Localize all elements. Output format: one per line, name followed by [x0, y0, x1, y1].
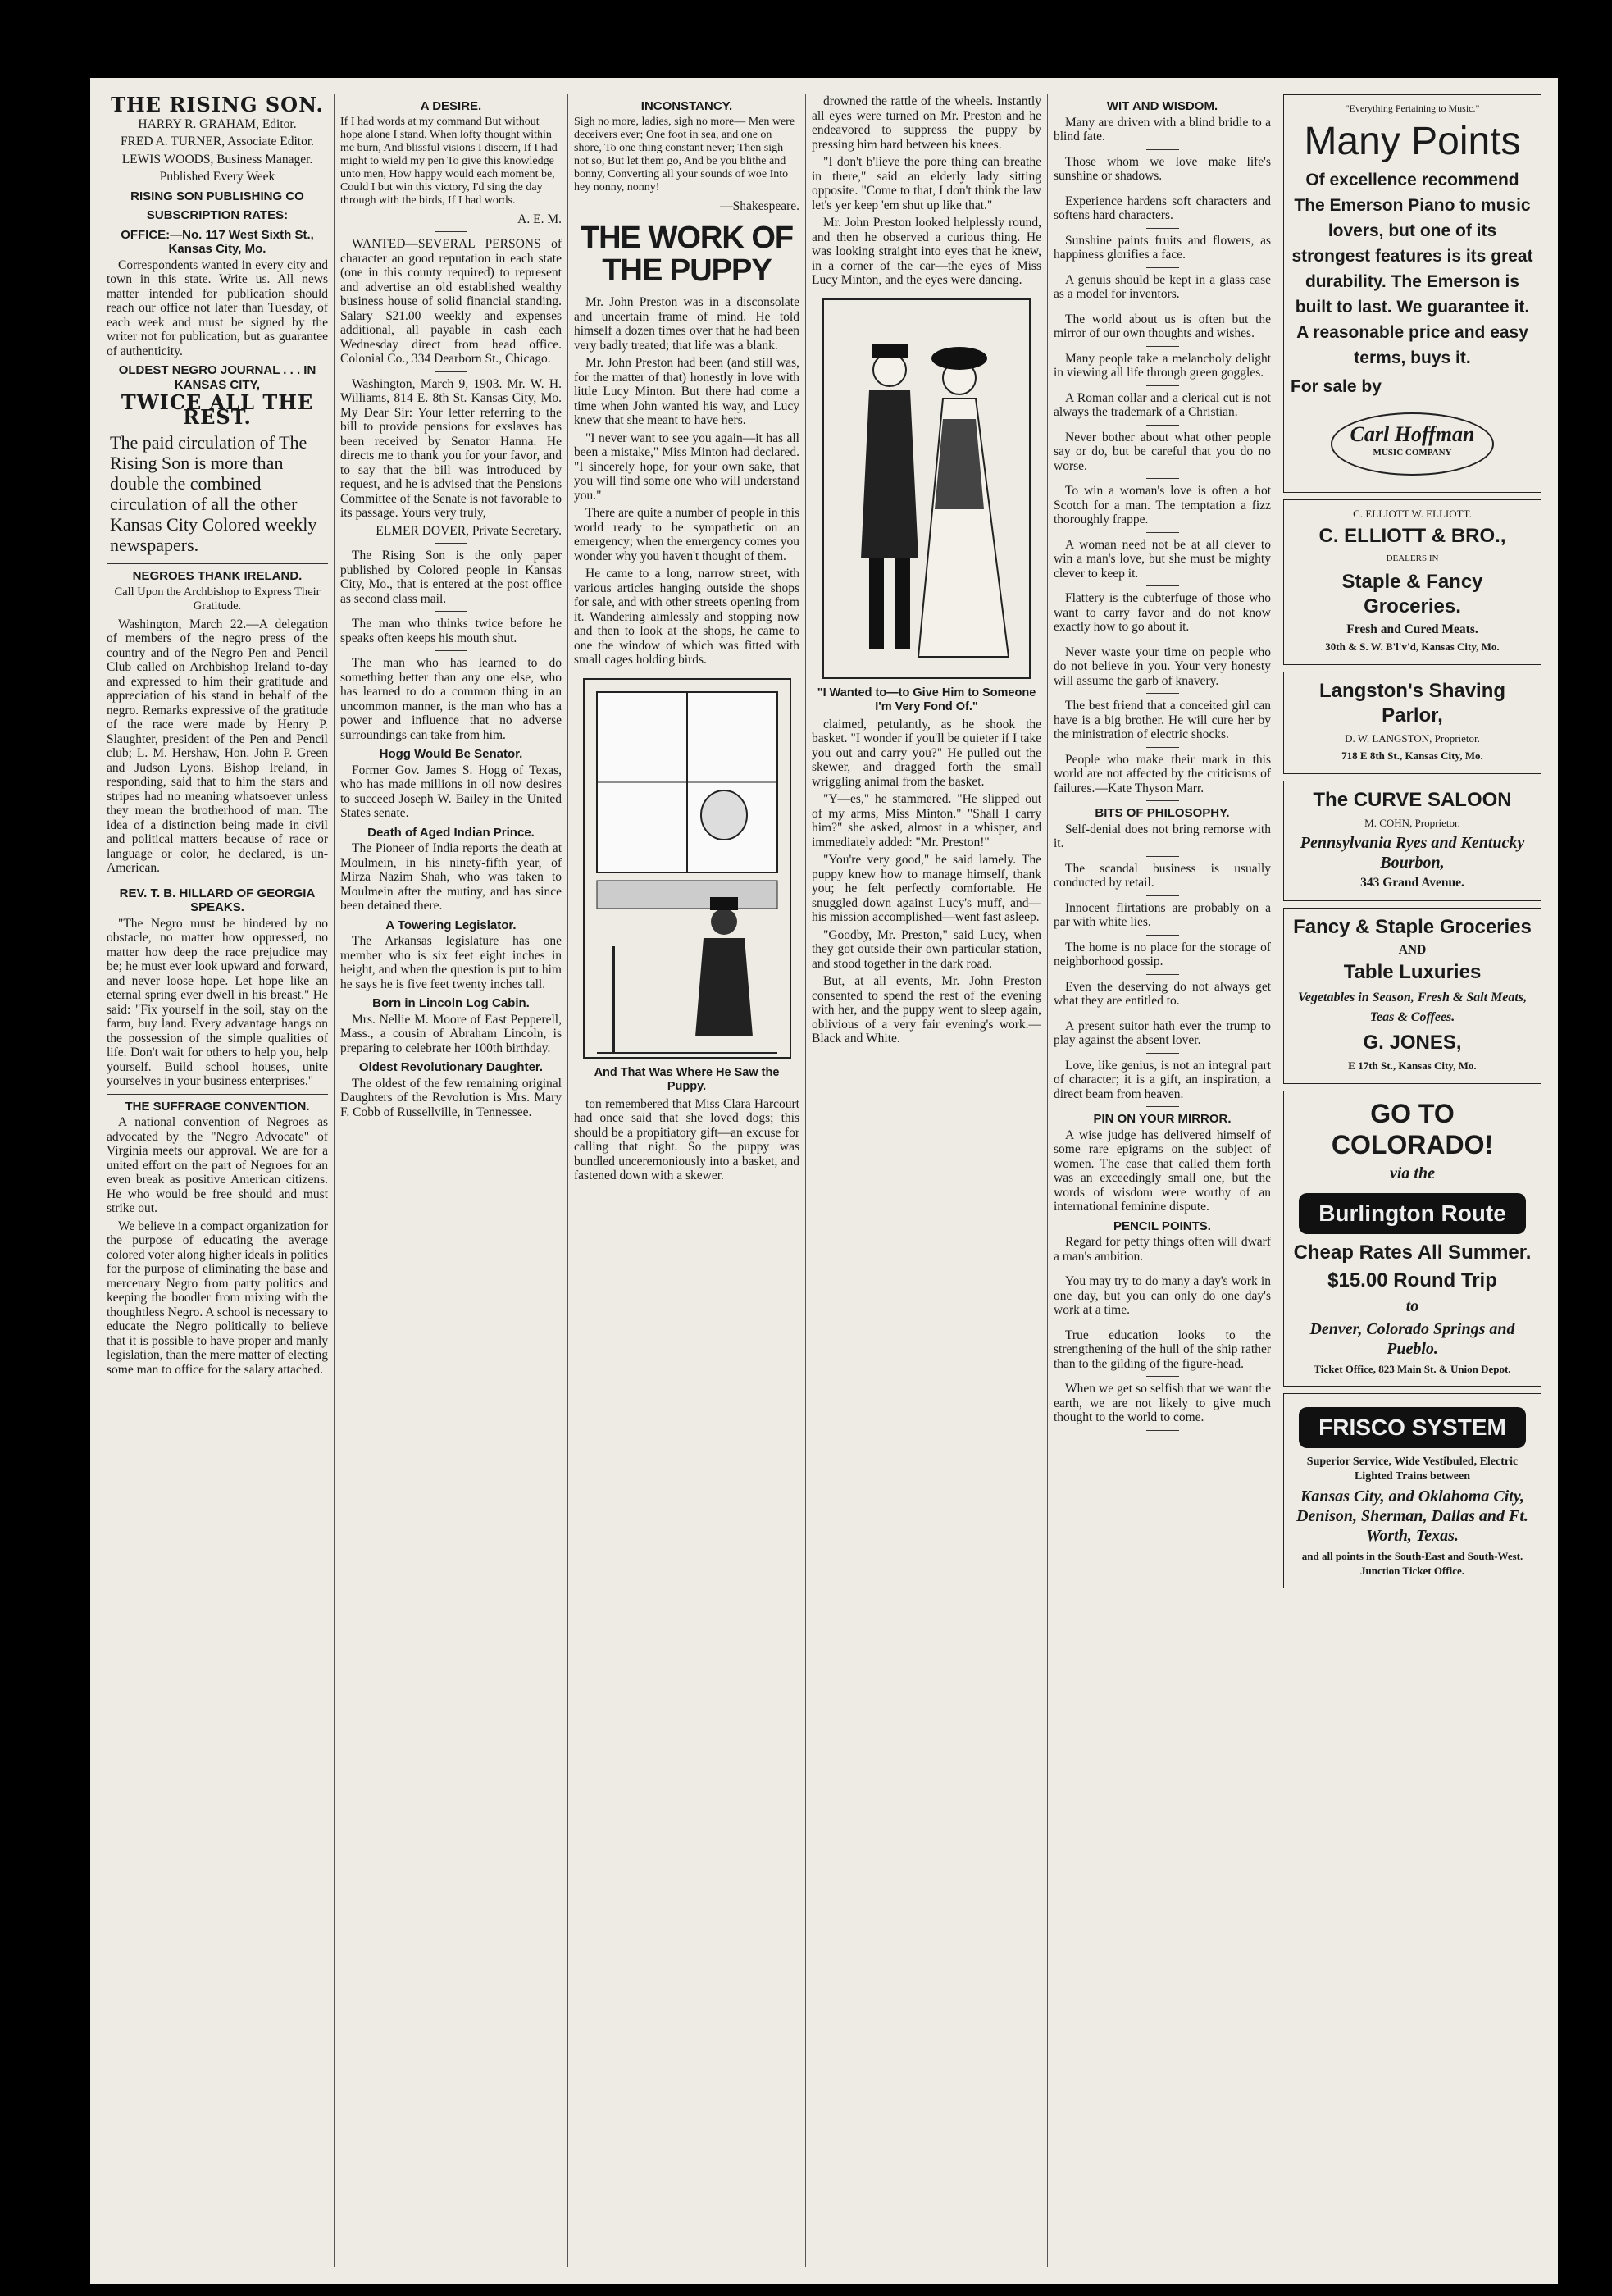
- shop-window-illustration: [581, 676, 794, 1061]
- publication-frequency: Published Every Week: [159, 170, 275, 184]
- ad-address: 343 Grand Avenue.: [1360, 876, 1464, 890]
- article-heading: REV. T. B. HILLARD OF GEORGIA SPEAKS.: [119, 886, 316, 914]
- hoffman-logo: [1331, 412, 1495, 476]
- aphorism-item: A present suitor hath ever the trump to play against the absent lover.: [1054, 1018, 1271, 1047]
- frisco-badge: FRISCO SYSTEM: [1299, 1407, 1526, 1448]
- aphorism-item: Love, like genius, is not an integral part of character; it is a gift, an inspiration, a direct beam from heaven.: [1054, 1058, 1271, 1101]
- article-body: We believe in a compact organization for the purpose of educating the average colored voter along higher ideals in politics for the purpose of eliminating the base and mercenary Negro from party politics and keeping the boodler from mixing with the thoughtless Negro. A school is necessary to educate the Negro politically to believe that it is possible to have proper and manly legislation, than the mere matter of electing some man to office for the salary attached.: [107, 1219, 328, 1377]
- section-heading: PIN ON YOUR MIRROR.: [1093, 1112, 1232, 1126]
- aphorism-item: A Roman collar and a clerical cut is not always the trademark of a Christian.: [1054, 390, 1271, 419]
- aphorism-item: Never bother about what other people say or do, but be careful that you do no worse.: [1054, 430, 1271, 473]
- ad-to: to: [1405, 1296, 1419, 1315]
- article-subheading: Call Upon the Archbishop to Express Their Gratitude.: [114, 585, 321, 613]
- article-heading: Death of Aged Indian Prince.: [367, 825, 535, 840]
- ad-proprietor: M. COHN, Proprietor.: [1364, 816, 1460, 829]
- poem-signature: A. E. M.: [517, 212, 562, 226]
- aphorism-item: A woman need not be at all clever to win a man's love, but she must be mighty clever to keep it.: [1054, 537, 1271, 581]
- article-body: The man who has learned to do something better than any one else, who has learned to do a common thing in an uncommon manner, is the man who has a power and influence that no adverse surroundings can take from him.: [340, 656, 562, 742]
- story-paragraph: Mr. John Preston was in a disconsolate and uncertain frame of mind. He told himself a dozen times over that he had been very badly treated; that life was a blank.: [574, 295, 799, 353]
- logo-sub: MUSIC COMPANY: [1373, 448, 1452, 458]
- burlington-route-ad: [1283, 1091, 1541, 1387]
- article-body: The oldest of the few remaining original Daughters of the Revolution is Mrs. Mary F. Cobb of Russellville, in Tennessee.: [340, 1076, 562, 1119]
- ad-address: 30th & S. W. B'l'v'd, Kansas City, Mo.: [1325, 640, 1500, 653]
- ad-title: Fancy & Staple Groceries: [1293, 915, 1532, 938]
- article-body: The Rising Son is the only paper published by Colored people in Kansas City, Mo., that is entered at the post office as second class mail.: [340, 549, 562, 606]
- ad-line: Pennsylvania Ryes and Kentucky Bourbon,: [1300, 834, 1525, 872]
- ad-destinations: Denver, Colorado Springs and Pueblo.: [1309, 1319, 1515, 1358]
- publisher-name: RISING SON PUBLISHING CO: [130, 189, 304, 203]
- couple-illustration: [820, 296, 1033, 681]
- letter-signature: ELMER DOVER, Private Secretary.: [376, 523, 562, 538]
- correspondents-notice: Correspondents wanted in every city and town in this state. Write us. All news matter intended for publication should reach our office not later than Tuesday, of each week and must be signed by the writer not for publication, but as guarantee of authenticity.: [107, 257, 328, 358]
- aphorism-item: A genuis should be kept in a glass case as a model for inventors.: [1054, 272, 1271, 301]
- ad-address: 718 E 8th St., Kansas City, Mo.: [1341, 749, 1483, 762]
- article-body: Mrs. Nellie M. Moore of East Pepperell, Mass., a cousin of Abraham Lincoln, is preparing to celebrate her 100th birthday.: [340, 1012, 562, 1055]
- office-address: OFFICE:—No. 117 West Sixth St., Kansas City, Mo.: [121, 227, 314, 256]
- ad-and: AND: [1398, 942, 1427, 957]
- wit-list: [1054, 116, 1271, 802]
- curve-saloon-ad: [1283, 781, 1541, 901]
- ad-title: Many Points: [1304, 119, 1521, 163]
- aphorism-item: Even the deserving do not always get what they are entitled to.: [1054, 979, 1271, 1008]
- ad-name: G. JONES,: [1363, 1032, 1462, 1054]
- aphorism-item: Experience hardens soft characters and softens hard characters.: [1054, 194, 1271, 222]
- poem-title: INCONSTANCY.: [640, 99, 733, 113]
- column-4: [812, 94, 1041, 2267]
- aphorism-item: The world about us is often but the mirror of our own thoughts and wishes.: [1054, 312, 1271, 340]
- ad-proprietor: D. W. LANGSTON, Proprietor.: [1345, 731, 1480, 745]
- story-paragraph: He came to a long, narrow street, with various articles hanging outside the shops for sale, and with other streets opening from it. Wandering aimlessly and stopping now and then to look at the shops, he came to one the window of which was fitted with small cages holding birds.: [574, 567, 799, 667]
- column-rule: [567, 94, 568, 2267]
- article-heading: Born in Lincoln Log Cabin.: [372, 996, 530, 1010]
- aphorism-item: True education looks to the strengthening of the hull of the ship rather than to the gilding of the figure-head.: [1054, 1328, 1271, 1371]
- section-heading: BITS OF PHILOSOPHY.: [1095, 806, 1230, 820]
- subscription-heading: SUBSCRIPTION RATES:: [146, 208, 289, 222]
- ad-address: E 17th St., Kansas City, Mo.: [1348, 1059, 1477, 1072]
- story-paragraph: claimed, petulantly, as he shook the basket. "I wonder if you'll be quieter if I take you out and carry you?" He pulled out the skewer, and dragged forth the small wriggling animal from the basket.: [812, 717, 1041, 789]
- newspaper-page: [90, 78, 1558, 2284]
- story-paragraph: "I never want to see you again—it has all been a mistake," Miss Minton had declared. "I sincerely hope, for your own sake, that you will find some one who will understand you.": [574, 430, 799, 503]
- article-body: A national convention of Negroes as advocated by the "Negro Advocate" of Virginia meets our approval. We are for a united effort on the part of Negroes for an even break as positive American citizens. He who would be free should and must strike out.: [107, 1115, 328, 1215]
- editor-line: HARRY R. GRAHAM, Editor.: [138, 116, 297, 131]
- article-body: A wise judge has delivered himself of some rare epigrams on the subject of women. The case that called them forth was an exceedingly small one, but the words of wisdom were worthy of an international feminine dispute.: [1054, 1128, 1271, 1214]
- article-heading: Oldest Revolutionary Daughter.: [358, 1060, 544, 1074]
- story-paragraph: drowned the rattle of the wheels. Instantly all eyes were turned on Mr. Preston and he endeavored to suppress the puppy by pressing him hard between his knees.: [812, 94, 1041, 152]
- frisco-system-ad: [1283, 1393, 1541, 1588]
- story-paragraph: "Goodby, Mr. Preston," said Lucy, when they got outside their own particular station, and stood together in the dark road.: [812, 927, 1041, 971]
- aphorism-item: The scandal business is usually conducted by retail.: [1054, 861, 1271, 890]
- ad-title: C. ELLIOTT & BRO.,: [1318, 525, 1506, 547]
- ad-luxuries: Table Luxuries: [1343, 961, 1482, 983]
- article-body: "The Negro must be hindered by no obstacle, no matter how oppressed, no matter how deep the race prejudice may be; he must ever look upward and forward, and never loose hope. Let hope like an eternal spring ever dwell in his breast." He said: "Fix yourself in the soil, stay on the farm, buy land. Every advantage hangs on the possession of the simple qualities of life. Don't wait for others to help you, help yourself. Build school houses, unite yourselves in your business enterprises.": [107, 916, 328, 1088]
- philosophy-list: [1054, 822, 1271, 1108]
- aphorism-item: Flattery is the cubterfuge of those who want to carry favor and do not know exactly how to go about it.: [1054, 591, 1271, 634]
- pencil-points-list: [1054, 1235, 1271, 1431]
- aphorism-item: Innocent flirtations are probably on a par with white lies.: [1054, 900, 1271, 929]
- aphorism-item: When we get so selfish that we want the earth, we are not likely to give much thought to the world to come.: [1054, 1382, 1271, 1424]
- story-paragraph: There are quite a number of people in this world ready to be sympathetic on an emergency; when the emergency comes you wonder why you haven't thought of them.: [574, 506, 799, 563]
- ad-footer: and all points in the South-East and South-West. Junction Ticket Office.: [1301, 1550, 1523, 1577]
- column-rule: [334, 94, 335, 2267]
- column-5: [1054, 94, 1271, 2267]
- aphorism-item: Many people take a melancholy delight in viewing all life through green goggles.: [1054, 351, 1271, 380]
- article-body: The Arkansas legislature has one member who is six feet eight inches in height, and when the question is put to him he says he is five feet twenty inches tall.: [340, 934, 562, 991]
- senate-letter: Washington, March 9, 1903. Mr. W. H. Williams, 814 E. 8th St. Kansas City, Mo. My Dear Sir: Your letter referring to the bill to provide pensions for exslaves has been received by Senator Hanna. He directs me to thank you for your favor, and to say that the bill was introduced by request, and he is advised that the Pensions Committee of the Senate is not favorable to its passage. Yours very truly,: [340, 376, 562, 520]
- story-paragraph: ton remembered that Miss Clara Harcourt had once said that she loved dogs; this should be a propitiatory gift—an excuse for calling that night. So the puppy was bundled unceremoniously into a basket, and fastened down with a skewer.: [574, 1096, 799, 1182]
- ad-title: Langston's Shaving Parlor,: [1318, 679, 1506, 727]
- story-title: THE WORK OF THE PUPPY: [580, 221, 794, 288]
- circulation-claim: The paid circulation of The Rising Son is more than double the combined circulation of all the other Kansas City Colored weekly newspapers.: [110, 432, 317, 555]
- column-rule: [805, 94, 806, 2267]
- column-1: [107, 94, 328, 2267]
- emerson-piano-ad: [1283, 94, 1541, 493]
- ad-meats: Fresh and Cured Meats.: [1346, 622, 1478, 636]
- ad-ticket-office: Ticket Office, 823 Main St. & Union Depot.: [1314, 1362, 1511, 1375]
- ad-names: C. ELLIOTT W. ELLIOTT.: [1353, 507, 1472, 520]
- twice-all-the-rest: TWICE ALL THE REST.: [121, 390, 314, 429]
- ad-line: Staple & Fancy Groceries.: [1341, 570, 1483, 617]
- wanted-ad: WANTED—SEVERAL PERSONS of character an good reputation in each state (one in this county required) to represent and advertise an old established wealthy business house of solid financial standing. Salary $21.00 weekly and expenses additional, all payable in cash each Wednesday direct from head office. Colonial Co., 334 Dearborn St., Chicago.: [340, 237, 562, 366]
- ad-items: Vegetables in Season, Fresh & Salt Meats, Teas & Coffees.: [1297, 991, 1528, 1024]
- ad-title: The CURVE SALOON: [1313, 788, 1512, 811]
- associate-editor-line: FRED A. TURNER, Associate Editor.: [120, 134, 315, 148]
- ad-via: via the: [1390, 1164, 1435, 1182]
- story-paragraph: Mr. John Preston looked helplessly round, and then he observed a curious thing. He was looking straight into eyes that he knew, in a corner of the car—the eyes of Miss Lucy Minton, and the eyes were dancing.: [812, 216, 1041, 287]
- story-paragraph: "Y—es," he stammered. "He slipped out of my arms, Miss Minton." "Shall I carry him?" she asked, almost in a whisper, and immediately added: "Mr. Preston!": [812, 792, 1041, 850]
- article-body: The man who thinks twice before he speaks often keeps his mouth shut.: [340, 617, 562, 645]
- poem-signature: —Shakespeare.: [720, 198, 799, 213]
- story-paragraph: Mr. John Preston had been (and still was, for the matter of that) honestly in love with little Lucy Minton. But there had come a time when John wanted his way, and Lucy knew that she meant to have hers.: [574, 356, 799, 427]
- ad-fare: $15.00 Round Trip: [1327, 1269, 1497, 1292]
- aphorism-item: Self-denial does not bring remorse with it.: [1054, 822, 1271, 850]
- manager-line: LEWIS WOODS, Business Manager.: [121, 152, 313, 166]
- ad-for-sale: For sale by: [1291, 376, 1382, 396]
- section-heading: PENCIL POINTS.: [1113, 1219, 1211, 1233]
- article-body: Former Gov. James S. Hogg of Texas, who has made millions in oil now desires to succeed Joseph W. Bailey in the United States senate.: [340, 763, 562, 820]
- aphorism-item: Many are driven with a blind bridle to a blind fate.: [1054, 115, 1271, 144]
- article-heading: Hogg Would Be Senator.: [379, 747, 523, 761]
- story-paragraph: "I don't b'lieve the pore thing can breathe in there," said an elderly lady sitting opposite. "Come to that, I don't think the law let's yer keep 'em shut up like that.": [812, 155, 1041, 212]
- column-2: [340, 94, 562, 2267]
- ad-tagline: "Everything Pertaining to Music.": [1345, 102, 1480, 114]
- jones-grocery-ad: [1283, 908, 1541, 1084]
- ad-cities: Kansas City, and Oklahoma City, Denison, Sherman, Dallas and Ft. Worth, Texas.: [1296, 1487, 1528, 1545]
- illustration-caption: And That Was Where He Saw the Puppy.: [594, 1065, 780, 1093]
- aphorism-item: People who make their mark in this world are not affected by the criticisms of failures.—Kate Thyson Marr.: [1054, 752, 1271, 795]
- aphorism-item: The home is no place for the storage of neighborhood gossip.: [1054, 940, 1271, 968]
- aphorism-item: Never waste your time on people who do not believe in you. Your very honesty will assume the garb of knavery.: [1054, 645, 1271, 688]
- column-rule: [1047, 94, 1048, 2267]
- ad-service: Superior Service, Wide Vestibuled, Electric Lighted Trains between: [1306, 1456, 1519, 1483]
- article-heading: NEGROES THANK IRELAND.: [132, 569, 303, 583]
- aphorism-item: The best friend that a conceited girl can have is a big brother. He will cure her by the ministration of electric shocks.: [1054, 699, 1271, 741]
- ad-body: Of excellence recommend The Emerson Piano to music lovers, but one of its strongest features is its great durability. The Emerson is built to last. We guarantee it. A reasonable price and easy terms, buys it.: [1291, 170, 1533, 367]
- column-6-ads: [1283, 94, 1541, 2267]
- burlington-badge: Burlington Route: [1299, 1193, 1526, 1234]
- aphorism-item: To win a woman's love is often a hot Scotch for a man. The temptation a fizz thoroughly frappe.: [1054, 484, 1271, 526]
- article-heading: THE SUFFRAGE CONVENTION.: [125, 1099, 310, 1114]
- aphorism-item: Regard for petty things often will dwarf a man's ambition.: [1054, 1235, 1271, 1264]
- article-body: Washington, March 22.—A delegation of members of the negro press of the country and of the Negro Pen and Pencil Club called on Archbishop Ireland to-day and expressed to him their gratitude and appreciation of his stand in behalf of the negro. Remarks expressive of the gratitude of the race were made by Henry P. Slaughter, president of the Pen and Pencil club; L. M. Hershaw, Hon. John P. Green and Judson Lyons. Bishop Ireland, in responding, said that to him the stars and stripes had no meaning whatsoever unless they mean the brotherhood of man. The idea of a distinction being made in civil and political matters because of race or language or color, he declared, is un-American.: [107, 617, 328, 875]
- ad-dealers: DEALERS IN: [1386, 554, 1439, 563]
- story-paragraph: "You're very good," he said lamely. The puppy knew how to manage himself, thank you; he felt perfectly comfortable. He snuggled down against Lucy's muff, and—his mission accomplished—went fast asleep.: [812, 853, 1041, 924]
- oldest-journal-line: OLDEST NEGRO JOURNAL . . . IN KANSAS CITY,: [118, 363, 316, 392]
- ad-title: GO TO COLORADO!: [1331, 1098, 1494, 1159]
- poem-title: A DESIRE.: [420, 99, 482, 113]
- aphorism-item: You may try to do many a day's work in one day, but you can only do one day's work at a time.: [1054, 1274, 1271, 1317]
- section-heading: WIT AND WISDOM.: [1106, 99, 1218, 113]
- column-3: [574, 94, 799, 2267]
- illustration-caption: "I Wanted to—to Give Him to Someone I'm Very Fond Of.": [817, 686, 1036, 713]
- ad-cheap-rates: Cheap Rates All Summer.: [1293, 1241, 1532, 1264]
- langston-shaving-ad: [1283, 672, 1541, 774]
- article-body: The Pioneer of India reports the death at Moulmein, in his ninety-fifth year, of Mirza Nazim Shah, who was taken to Moulmein after the mutiny, and has since been detained there.: [340, 841, 562, 913]
- elliott-grocery-ad: [1283, 499, 1541, 665]
- story-paragraph: But, at all events, Mr. John Preston consented to spend the rest of the evening with her, and the puppy went to sleep again, oblivious of a very fair evening's work.—Black and White.: [812, 974, 1041, 1046]
- aphorism-item: Sunshine paints fruits and flowers, as happiness glorifies a face.: [1054, 233, 1271, 262]
- poem-body: Sigh no more, ladies, sigh no more— Men were deceivers ever; One foot in sea, and one on shore, To one thing constant never; Then sigh not so, But let them go, And be you blithe and bonny, Converting all your sounds of woe Into hey nonny, nonny!: [574, 115, 795, 194]
- article-heading: A Towering Legislator.: [385, 918, 517, 932]
- masthead: THE RISING SON.: [111, 94, 324, 116]
- poem-body: If I had words at my command But without hope alone I stand, When lofty thought within me burn, And blissful visions I discern, If I had might to wield my pen To give this knowledge unto men, How happy would each moment be, Could I but win this victory, I'd sing the day through with the birds, If I had words.: [340, 115, 558, 207]
- logo-name: Carl Hoffman: [1350, 421, 1475, 446]
- aphorism-item: Those whom we love make life's sunshine or shadows.: [1054, 154, 1271, 183]
